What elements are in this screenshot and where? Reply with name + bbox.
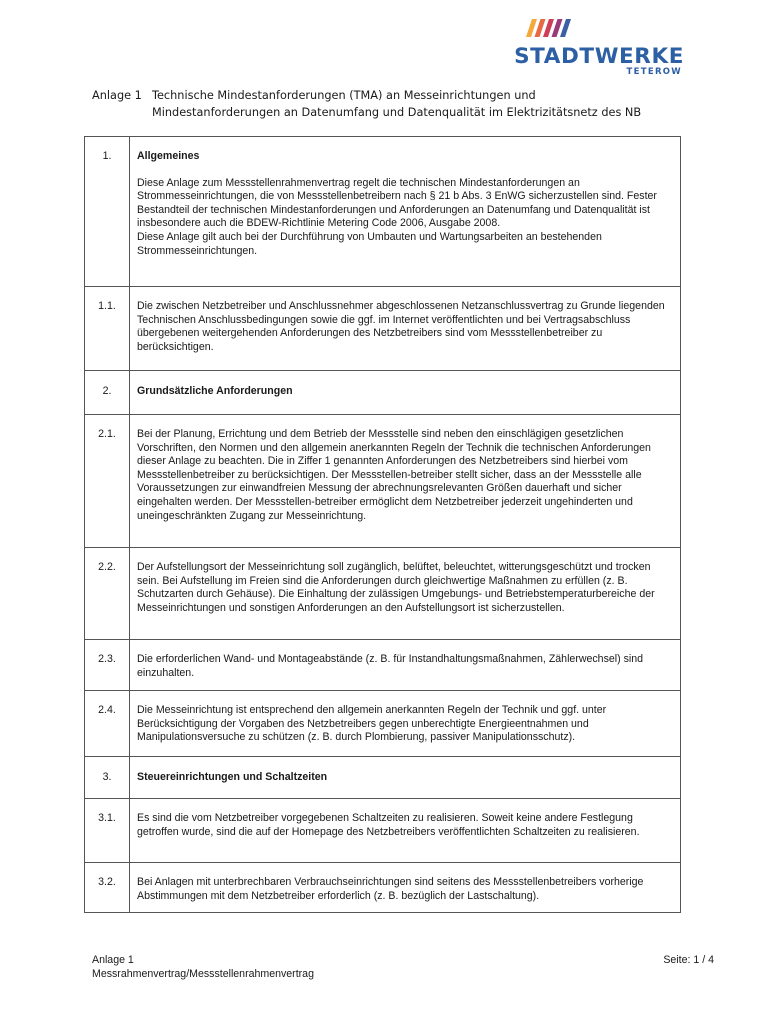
section-number: 1. xyxy=(102,150,112,162)
section-row-2-2 xyxy=(85,548,681,640)
section-number: 3.1. xyxy=(98,812,116,824)
logo-city: TETEROW xyxy=(626,67,682,77)
heading-prefix: Anlage 1 xyxy=(92,89,142,102)
page-number: Seite: 1 / 4 xyxy=(663,954,714,966)
section-row-3 xyxy=(85,757,681,799)
section-text: Die zwischen Netzbetreiber und Anschlussnehmer abgeschlossenen Netzanschlussvertrag zu Grunde liegenden Technischen Anschlussbedingungen sowie die ggf. im Internet veröffentlichten und bei Vertragsabschluss übergebenen weitergehenden Anforderungen des Netzbetreibers sind vom Messstellenbetreiber zu berücksichtigen. xyxy=(137,300,665,353)
logo-stripe xyxy=(543,19,554,37)
section-title: Grundsätzliche Anforderungen xyxy=(137,385,293,397)
section-row-1-1 xyxy=(85,287,681,371)
section-row-3-2 xyxy=(85,863,681,913)
section-number: 2. xyxy=(102,385,112,397)
section-title: Steuereinrichtungen und Schaltzeiten xyxy=(137,771,328,783)
section-text: Bei Anlagen mit unterbrechbaren Verbrauchseinrichtungen sind seitens des Messstellenbetreibers vorherige Abstimmungen mit dem Netzbetreiber erforderlich (z. B. bezüglich der Lastschaltung). xyxy=(137,876,644,902)
section-row-2-4 xyxy=(85,691,681,757)
section-row-3-1 xyxy=(85,799,681,863)
section-row-2-3 xyxy=(85,640,681,691)
section-number: 2.4. xyxy=(98,704,116,716)
section-row-1 xyxy=(85,137,681,287)
section-text: Die erforderlichen Wand- und Montageabstände (z. B. für Instandhaltungsmaßnahmen, Zählerwechsel) sind einzuhalten. xyxy=(137,653,644,679)
section-number: 3. xyxy=(102,771,112,783)
section-row-2 xyxy=(85,371,681,415)
stadtwerke-logo xyxy=(474,18,686,78)
logo-stripes-icon xyxy=(524,18,572,38)
footer-contract-name: Messrahmenvertrag/Messstellenrahmenvertrag xyxy=(92,968,314,980)
logo-name: STADTWERKE xyxy=(514,44,684,69)
heading-line-1: Technische Mindestanforderungen (TMA) an Messeinrichtungen und xyxy=(152,89,536,102)
section-text: Bei der Planung, Errichtung und dem Betrieb der Messstelle sind neben den einschlägigen gesetzlichen Vorschriften, den Normen und den allgemein anerkannten Regeln der Technik die technischen Anforderungen dieser Anlage zu beachten. Die in Ziffer 1 genannten Anforderungen des Netzbetreibers sind hierbei vom Messstellenbetreiber zu berücksichtigen. Der Messstellen-betreiber stellt sicher, dass an der Messstelle alle Voraussetzungen zur einwandfreien Messung der abrechnungsrelevanten Größen dauerhaft und sicher eingehalten werden. Der Messstellen-betreiber ermöglicht dem Netzbetreiber jederzeit ungehinderten und uneingeschränkten Zugang zur Messeinrichtung. xyxy=(137,428,651,522)
section-number: 3.2. xyxy=(98,876,116,888)
requirements-table xyxy=(84,136,681,913)
section-text: Der Aufstellungsort der Messeinrichtung soll zugänglich, belüftet, beleuchtet, witterungsgeschützt und trocken sein. Bei Aufstellung im Freien sind die Anforderungen durch gleichwertige Maßnahmen zu erfüllen (z. B. Schutzarten durch Gehäuse). Die Einhaltung der zulässigen Umgebungs- und Betriebstemperaturbereiche der Messeinrichtungen und sonstigen Anforderungen an den Aufstellungsort ist sicherzustellen. xyxy=(137,561,655,614)
section-text: Die Messeinrichtung ist entsprechend den allgemein anerkannten Regeln der Technik und ggf. unter Berücksichtigung der Vorgaben des Netzbetreibers gegen unberechtigte Energieentnahmen und Manipulationsversuche zu schützen (z. B. durch Plombierung, passiver Manipulationsschutz). xyxy=(137,704,607,744)
section-number: 2.1. xyxy=(98,428,116,440)
footer-annex: Anlage 1 xyxy=(92,954,134,966)
section-number: 2.2. xyxy=(98,561,116,573)
section-row-2-1 xyxy=(85,415,681,548)
logo-stripe xyxy=(552,19,563,37)
heading-line-2: Mindestanforderungen an Datenumfang und Datenqualität im Elektrizitätsnetz des NB xyxy=(152,106,642,119)
section-paragraph: Diese Anlage gilt auch bei der Durchführung von Umbauten und Wartungsarbeiten an bestehenden Strommesseinrichtungen. xyxy=(137,230,602,257)
section-paragraph: Diese Anlage zum Messstellenrahmenvertrag regelt die technischen Mindestanforderungen an Strommesseinrichtungen, die von Messstellenbetreibern nach § 21 b Abs. 3 EnWG sicherzustellen sind. Fester Bestandteil der technischen Mindestanforderungen und Anforderungen an Datenumfang und Datenqualität ist insbesondere auch die BDEW-Richtlinie Metering Code 2006, Ausgabe 2008. xyxy=(137,176,657,230)
section-title: Allgemeines xyxy=(137,150,200,162)
logo-stripe xyxy=(535,19,546,37)
section-number: 1.1. xyxy=(98,300,116,312)
section-text: Es sind die vom Netzbetreiber vorgegebenen Schaltzeiten zu realisieren. Soweit keine andere Festlegung getroffen wurde, sind die auf der Homepage des Netzbetreibers veröffentlichten Schaltzeiten zu realisieren. xyxy=(137,812,640,838)
logo-stripe xyxy=(560,19,571,37)
logo-stripe xyxy=(526,19,537,37)
section-number: 2.3. xyxy=(98,653,116,665)
